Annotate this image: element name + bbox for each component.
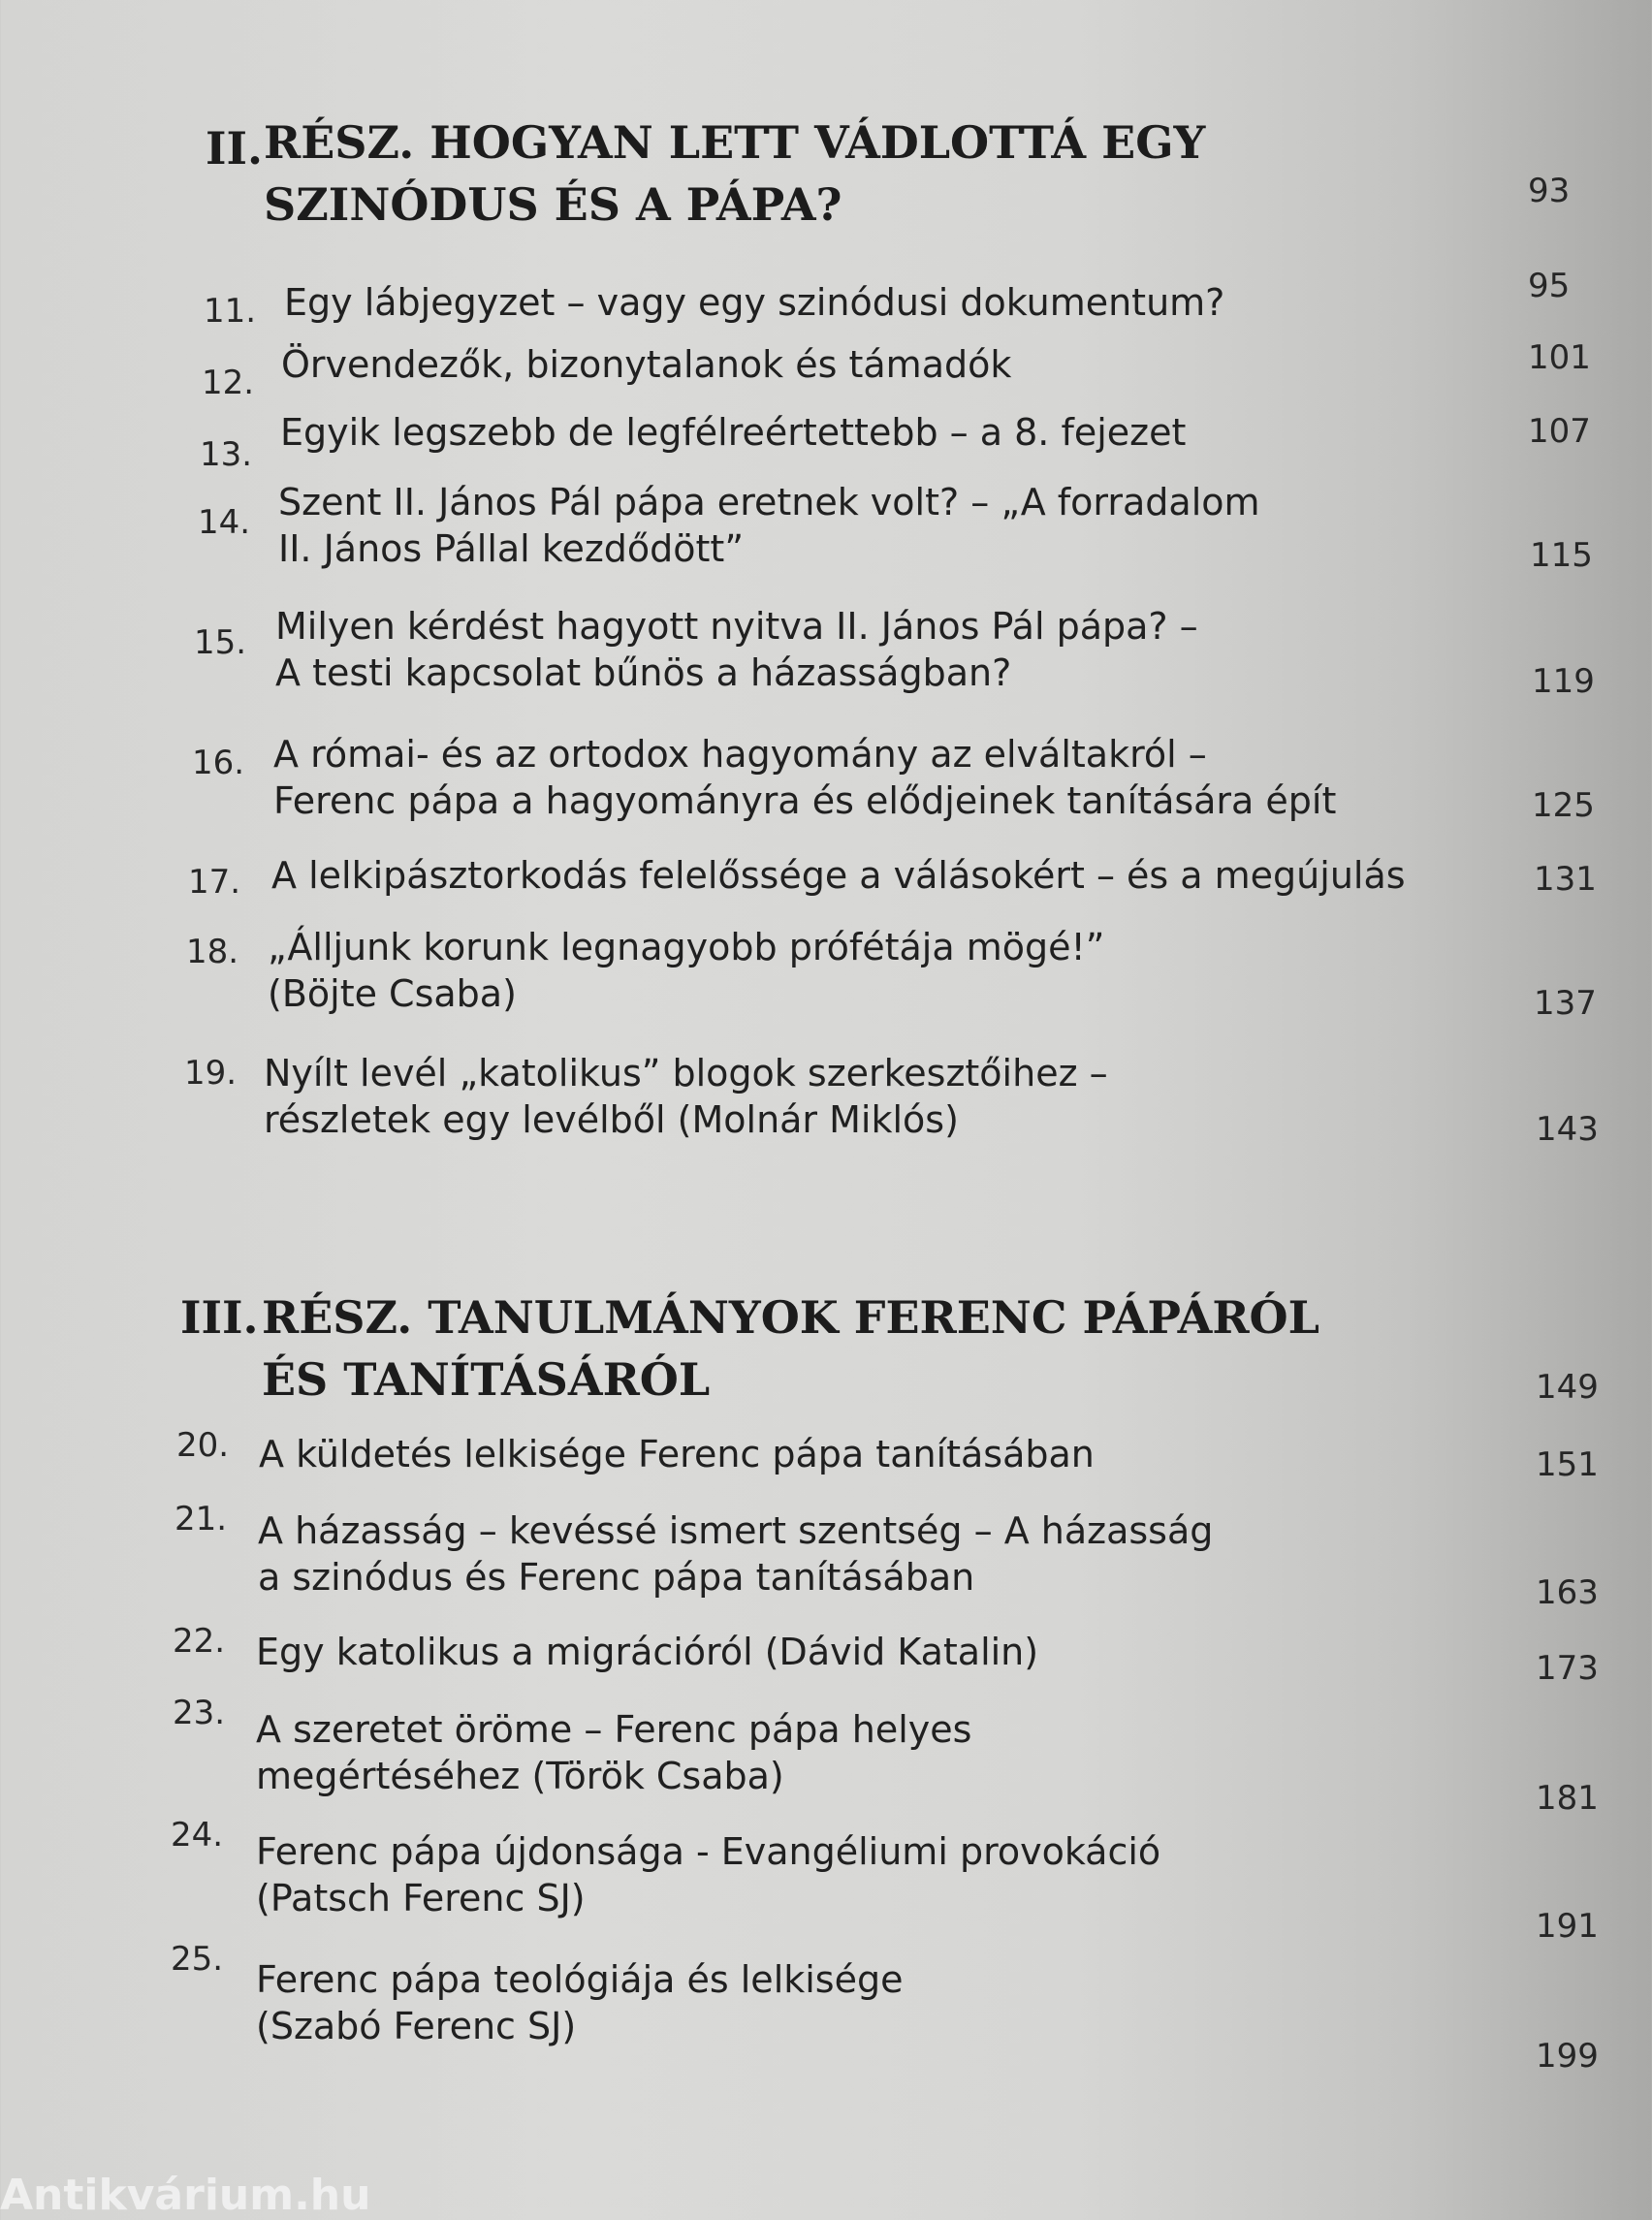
entry-title-line: megértéséhez (Török Csaba) xyxy=(256,1755,784,1797)
entry-title-line: részletek egy levélből (Molnár Miklós) xyxy=(264,1098,959,1141)
entry-title xyxy=(256,1629,1038,1675)
page-number: 149 xyxy=(1536,1368,1599,1407)
entry-title-line: Egyik legszebb de legfélreértettebb – a 8. fejezet xyxy=(280,411,1187,454)
entry-title-line: Egy katolikus a migrációról (Dávid Katalin) xyxy=(256,1631,1039,1673)
part-title xyxy=(264,116,1206,231)
entry-number: 15. xyxy=(194,623,247,662)
part-title-line: RÉSZ. HOGYAN LETT VÁDLOTTÁ EGY xyxy=(264,116,1206,169)
page-number: 191 xyxy=(1536,1907,1599,1946)
part-title-line: ÉS TANÍTÁSÁRÓL xyxy=(262,1353,711,1406)
page-number: 115 xyxy=(1530,536,1593,575)
page-number: 199 xyxy=(1536,2037,1599,2076)
entry-title-line: „Álljunk korunk legnagyobb prófétája mögé!” xyxy=(268,926,1105,968)
page-number: 151 xyxy=(1536,1445,1599,1484)
entry-title-line: A lelkipásztorkodás felelőssége a válásokért – és a megújulás xyxy=(271,854,1406,897)
entry-number: 18. xyxy=(186,933,239,971)
part-number: II. xyxy=(206,122,264,174)
entry-number: 25. xyxy=(171,1940,224,1979)
page-number: 125 xyxy=(1532,786,1595,825)
entry-title xyxy=(275,603,1198,696)
entry-number: 21. xyxy=(175,1500,228,1538)
entry-number: 20. xyxy=(176,1426,230,1465)
page-number: 101 xyxy=(1528,338,1591,377)
entry-title-line: (Böjte Csaba) xyxy=(268,972,517,1015)
page-number: 181 xyxy=(1536,1779,1599,1818)
page-number: 95 xyxy=(1528,267,1571,305)
entry-title-line: A szeretet öröme – Ferenc pápa helyes xyxy=(256,1708,972,1751)
entry-title-line: II. János Pállal kezdődött” xyxy=(278,527,745,570)
entry-title-line: A küldetés lelkisége Ferenc pápa tanításában xyxy=(259,1433,1095,1475)
entry-title xyxy=(258,1507,1213,1601)
part-title-line: SZINÓDUS ÉS A PÁPA? xyxy=(264,178,842,231)
entry-title-line: A római- és az ortodox hagyomány az elváltakról – xyxy=(273,733,1207,776)
entry-number: 14. xyxy=(198,503,251,542)
entry-title xyxy=(256,1828,1160,1921)
entry-title xyxy=(264,1050,1108,1143)
entry-number: 12. xyxy=(202,364,255,402)
entry-title xyxy=(271,852,1406,899)
entry-title-line: Milyen kérdést hagyott nyitva II. János Pál pápa? – xyxy=(275,605,1198,648)
entry-title-line: Szent II. János Pál pápa eretnek volt? – „A forradalom xyxy=(278,481,1260,523)
entry-title xyxy=(256,1956,904,2049)
entry-title xyxy=(280,409,1186,456)
entry-number: 17. xyxy=(188,863,241,902)
entry-title xyxy=(273,731,1336,824)
entry-title-line: Örvendezők, bizonytalanok és támadók xyxy=(281,343,1012,386)
entry-title-line: Egy lábjegyzet – vagy egy szinódusi dokumentum? xyxy=(284,281,1225,324)
part-number: III. xyxy=(180,1291,259,1344)
page-number: 131 xyxy=(1534,860,1597,899)
entry-title-line: A testi kapcsolat bűnös a házasságban? xyxy=(275,651,1012,694)
entry-number: 11. xyxy=(204,292,257,331)
entry-title-line: Ferenc pápa teológiája és lelkisége xyxy=(256,1958,904,2001)
entry-title xyxy=(278,479,1260,572)
entry-title-line: (Patsch Ferenc SJ) xyxy=(256,1877,586,1919)
page-number: 107 xyxy=(1528,412,1591,451)
entry-number: 22. xyxy=(173,1622,226,1661)
page-number: 143 xyxy=(1536,1110,1599,1149)
page-number: 163 xyxy=(1536,1573,1599,1612)
entry-title-line: Nyílt levél „katolikus” blogok szerkesztőihez – xyxy=(264,1052,1108,1094)
entry-number: 19. xyxy=(184,1054,238,1093)
entry-title xyxy=(281,341,1011,388)
entry-number: 13. xyxy=(200,435,253,474)
entry-title-line: (Szabó Ferenc SJ) xyxy=(256,2005,577,2047)
entry-title xyxy=(256,1706,971,1799)
entry-title xyxy=(259,1431,1095,1477)
part-title xyxy=(262,1291,1319,1406)
page-number: 119 xyxy=(1532,662,1595,701)
entry-title-line: Ferenc pápa a hagyományra és elődjeinek tanítására épít xyxy=(273,779,1337,822)
part-title-line: RÉSZ. TANULMÁNYOK FERENC PÁPÁRÓL xyxy=(262,1291,1319,1344)
page-number: 173 xyxy=(1536,1649,1599,1688)
watermark: Antikvárium.hu xyxy=(0,2171,371,2220)
entry-title-line: a szinódus és Ferenc pápa tanításában xyxy=(258,1556,975,1599)
entry-title-line: A házasság – kevéssé ismert szentség – A házasság xyxy=(258,1509,1214,1552)
page-number: 137 xyxy=(1534,984,1597,1023)
entry-number: 23. xyxy=(173,1694,226,1732)
entry-title-line: Ferenc pápa újdonsága - Evangéliumi provokáció xyxy=(256,1830,1161,1873)
entry-number: 24. xyxy=(171,1816,224,1855)
entry-title xyxy=(268,924,1104,1017)
entry-number: 16. xyxy=(192,744,245,782)
page-number: 93 xyxy=(1528,172,1571,210)
entry-title xyxy=(284,279,1224,326)
